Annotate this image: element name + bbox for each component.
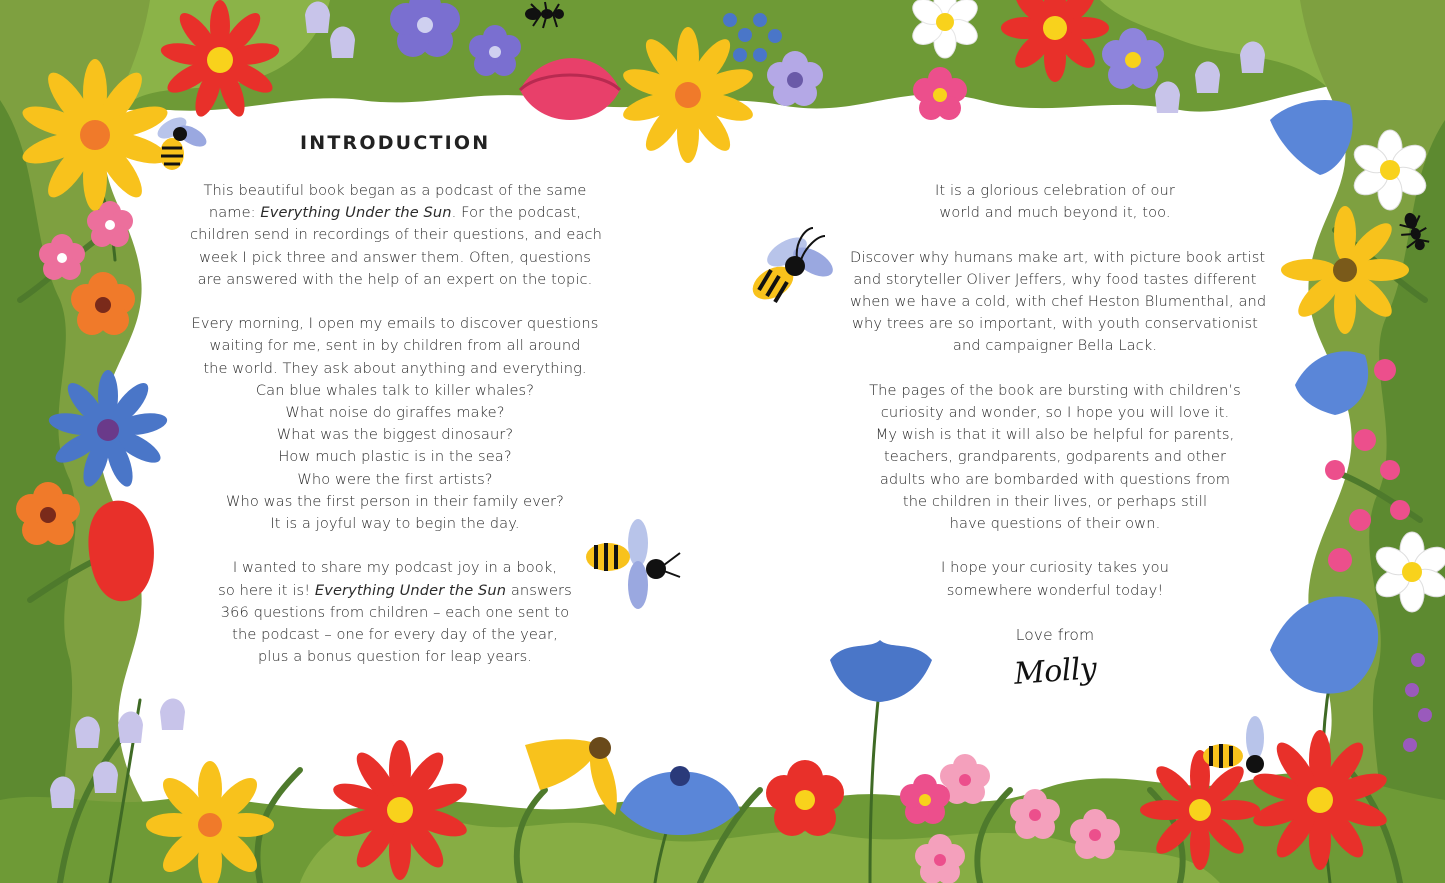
text-line: My wish is that it will also be helpful for parents, — [875, 426, 1235, 444]
question-line: Who were the first artists? — [297, 470, 493, 488]
paragraph — [850, 180, 1260, 224]
text-line: This beautiful book began as a podcast of the same — [203, 182, 587, 199]
text-line: teachers, grandparents, godparents and other — [883, 448, 1227, 466]
paragraph — [190, 180, 600, 291]
text-line: and campaigner Bella Lack. — [952, 337, 1158, 355]
text-line: are answered with the help of an expert on the topic. — [197, 270, 593, 288]
sign-off: Love from — [1015, 626, 1095, 644]
text-line: so here it is! Everything Under the Sun answers — [218, 581, 572, 599]
text-line: curiosity and wonder, so I hope you will love it. — [880, 404, 1230, 421]
question-line: Who was the first person in their family ever? — [226, 492, 564, 510]
paragraph — [850, 557, 1260, 601]
paragraph — [850, 247, 1267, 358]
paragraph — [190, 557, 600, 668]
left-column-text — [190, 180, 600, 691]
text-line: Every morning, I open my emails to discover questions — [191, 315, 599, 333]
right-column-text — [850, 180, 1267, 693]
question-line: Can blue whales talk to killer whales? — [255, 381, 535, 399]
text-line: why trees are so important, with youth conservationist — [852, 315, 1258, 333]
text-line: Discover why humans make art, with picture book artist — [850, 248, 1266, 266]
text-line: It is a joyful way to begin the day. — [270, 515, 520, 533]
book-title: Everything Under the Sun — [260, 204, 452, 222]
text-line: waiting for me, sent in by children from all around — [209, 337, 581, 355]
paragraph — [850, 380, 1260, 535]
text-line: somewhere wonderful today! — [946, 581, 1164, 599]
text-line: adults who are bombarded with questions from — [879, 470, 1231, 488]
book-title: Everything Under the Sun — [314, 581, 507, 599]
text-line: name: Everything Under the Sun. For the podcast, — [208, 204, 582, 222]
text-line: and storyteller Oliver Jeffers, why food tastes different — [853, 270, 1257, 288]
page-title: INTRODUCTION — [300, 132, 491, 154]
text-line: The pages of the book are bursting with children’s — [869, 381, 1241, 399]
signature: Molly — [1012, 651, 1098, 693]
text-line: the children in their lives, or perhaps still — [902, 492, 1208, 510]
bee-icon — [154, 113, 210, 170]
question-line: What noise do giraffes make? — [285, 404, 505, 422]
paragraph — [190, 313, 600, 535]
text-line: It is a glorious celebration of our — [935, 182, 1175, 199]
bee-icon — [1203, 716, 1264, 773]
question-line: How much plastic is in the sea? — [278, 448, 512, 466]
text-line: week I pick three and answer them. Often, questions — [199, 248, 591, 266]
question-line: What was the biggest dinosaur? — [276, 426, 514, 444]
text-line: 366 questions from children – each one sent to — [220, 603, 570, 621]
bee-icon — [747, 228, 838, 306]
text-line: the world. They ask about anything and everything. — [203, 359, 587, 377]
text-line: I hope your curiosity takes you — [940, 559, 1170, 577]
text-line: children send in recordings of their questions, and each — [190, 226, 602, 244]
text-line: plus a bonus question for leap years. — [257, 648, 533, 666]
text-line: I wanted to share my podcast joy in a book, — [232, 559, 558, 577]
text-line: have questions of their own. — [949, 515, 1161, 533]
text-line: when we have a cold, with chef Heston Blumenthal, and — [850, 293, 1267, 310]
text-line: the podcast – one for every day of the year, — [232, 626, 558, 644]
text-line: world and much beyond it, too. — [939, 204, 1171, 222]
bee-icon — [586, 519, 680, 609]
